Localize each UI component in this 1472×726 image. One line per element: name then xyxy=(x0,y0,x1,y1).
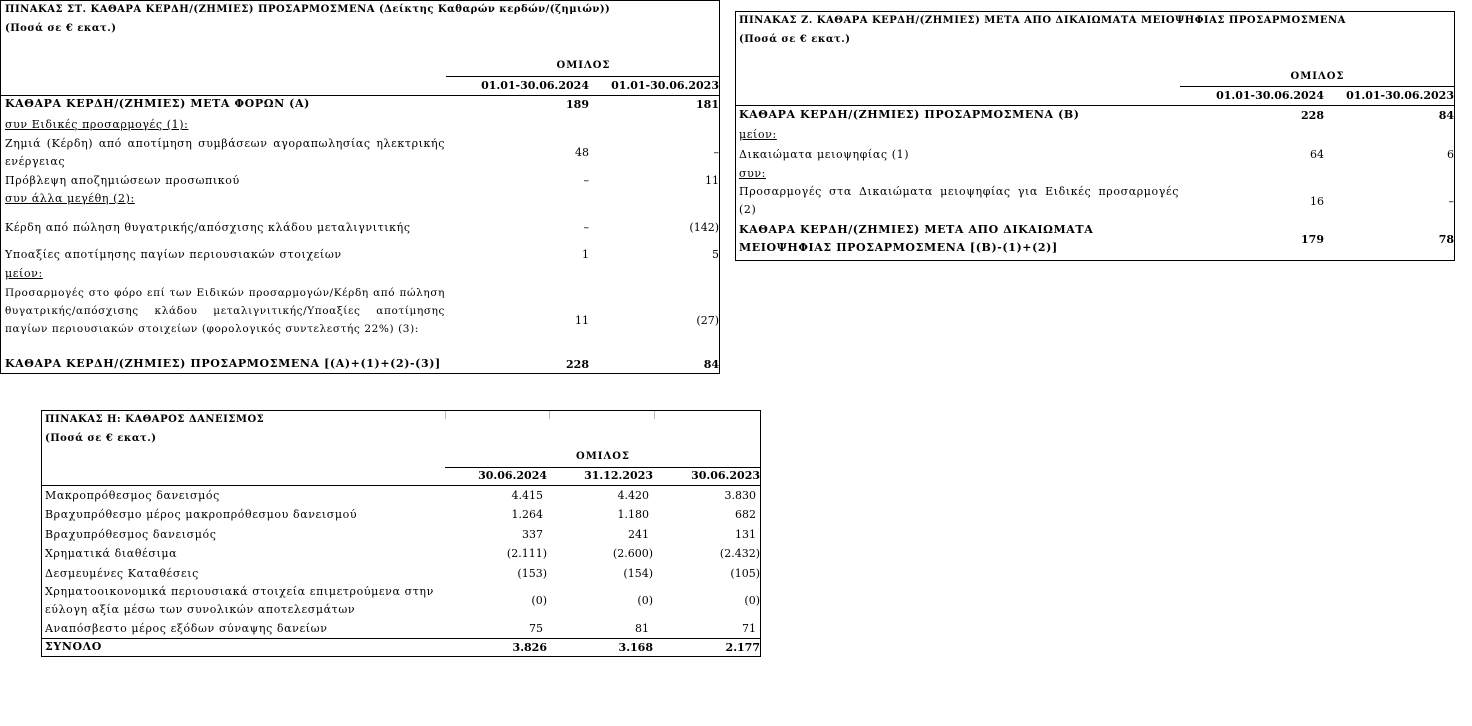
row-value: (27) xyxy=(696,314,719,327)
row-label: Ζημιά (Κέρδη) από αποτίμηση συμβάσεων αγοραπωλησίας ηλεκτρικής ενέργειας xyxy=(5,137,445,168)
row-value: 3.168 xyxy=(618,641,653,654)
row-value: 241 xyxy=(628,528,649,541)
row-label: Αναπόσβεστο μέρος εξόδων σύναψης δανείων xyxy=(45,622,328,635)
row-label: Μακροπρόθεσμος δανεισμός xyxy=(45,489,220,502)
row-value: (142) xyxy=(689,221,719,234)
column-header: 01.01-30.06.2023 xyxy=(1346,89,1454,102)
row-value: 3.830 xyxy=(724,489,756,502)
row-value: 75 xyxy=(529,622,543,635)
row-value: (154) xyxy=(623,567,653,580)
row-value: (2.600) xyxy=(612,547,653,560)
row-value: 179 xyxy=(1301,233,1324,246)
group-header: ΟΜΙΛΟΣ xyxy=(556,60,611,71)
row-value: 337 xyxy=(522,528,543,541)
row-value: – xyxy=(1448,195,1454,208)
row-value: 81 xyxy=(635,622,649,635)
header-rule xyxy=(42,485,761,486)
row-value: 131 xyxy=(735,528,756,541)
group-header: ΟΜΙΛΟΣ xyxy=(1290,71,1345,82)
header-rule xyxy=(446,76,720,77)
column-header: 30.06.2024 xyxy=(478,469,547,482)
row-value: 11 xyxy=(705,174,719,187)
row-label: Χρηματοοικονομικά περιουσιακά στοιχεία επιμετρούμενα στην εύλογη αξία μέσω των συνολικών αποτελεσμάτων xyxy=(45,585,434,616)
row-label: Δικαιώματα μειοψηφίας (1) xyxy=(739,148,910,161)
row-value: 3.826 xyxy=(512,641,547,654)
row-value: 228 xyxy=(1301,109,1324,122)
row-value: (105) xyxy=(730,567,760,580)
row-value: 11 xyxy=(575,314,589,327)
column-header: 01.01-30.06.2023 xyxy=(611,79,719,92)
row-label: μείον: xyxy=(5,267,43,280)
row-label: Βραχυπρόθεσμος δανεισμός xyxy=(45,528,217,541)
row-value: – xyxy=(583,174,589,187)
grid-line xyxy=(445,411,446,419)
row-value: (0) xyxy=(531,594,547,607)
column-header: 01.01-30.06.2024 xyxy=(1216,89,1324,102)
row-value: 1 xyxy=(582,248,589,261)
row-label: συν Ειδικές προσαρμογές (1): xyxy=(5,118,189,131)
row-value: (2.111) xyxy=(506,547,547,560)
row-label: Πρόβλεψη αποζημιώσεων προσωπικού xyxy=(5,174,240,187)
row-value: 84 xyxy=(703,358,719,371)
row-value: 2.177 xyxy=(725,641,760,654)
table-st xyxy=(0,0,720,374)
row-value: (153) xyxy=(517,567,547,580)
row-label: Χρηματικά διαθέσιμα xyxy=(45,547,178,560)
table-title: ΠΙΝΑΚΑΣ Η: ΚΑΘΑΡΟΣ ΔΑΝΕΙΣΜΟΣ xyxy=(45,414,265,425)
table-subtitle: (Ποσά σε € εκατ.) xyxy=(739,34,851,45)
row-value: 71 xyxy=(742,622,756,635)
row-label: Κέρδη από πώληση θυγατρικής/απόσχισης κλάδου μεταλιγνιτικής xyxy=(5,221,411,234)
row-value: (0) xyxy=(637,594,653,607)
row-value: 4.420 xyxy=(617,489,649,502)
row-value: 181 xyxy=(696,98,719,111)
column-header: 31.12.2023 xyxy=(584,469,653,482)
table-z xyxy=(735,11,1455,261)
row-label: ΚΑΘΑΡΑ ΚΕΡΔΗ/(ΖΗΜΙΕΣ) ΜΕΤΑ ΦΟΡΩΝ (Α) xyxy=(5,97,310,110)
row-value: 1.180 xyxy=(617,508,649,521)
row-value: 16 xyxy=(1310,195,1324,208)
row-label: Υποαξίες αποτίμησης παγίων περιουσιακών στοιχείων xyxy=(5,248,342,261)
group-header: ΟΜΙΛΟΣ xyxy=(576,451,630,462)
row-value: 78 xyxy=(1438,233,1454,246)
row-value: (2.432) xyxy=(719,547,760,560)
table-title: ΠΙΝΑΚΑΣ Ζ. ΚΑΘΑΡΑ ΚΕΡΔΗ/(ΖΗΜΙΕΣ) ΜΕΤΑ ΑΠΟ ΔΙΚΑΙΩΜΑΤΑ ΜΕΙΟΨΗΦΙΑΣ ΠΡΟΣΑΡΜΟΣΜΕΝΑ xyxy=(739,15,1346,26)
column-header: 30.06.2023 xyxy=(691,469,760,482)
row-value: 228 xyxy=(566,358,589,371)
row-label: Βραχυπρόθεσμο μέρος μακροπρόθεσμου δανεισμού xyxy=(45,508,358,521)
row-value: 682 xyxy=(735,508,756,521)
row-value: 189 xyxy=(566,98,589,111)
table-title: ΠΙΝΑΚΑΣ ΣΤ. ΚΑΘΑΡΑ ΚΕΡΔΗ/(ΖΗΜΙΕΣ) ΠΡΟΣΑΡΜΟΣΜΕΝΑ (Δείκτης Καθαρών κερδών/(ζημιών)) xyxy=(5,4,611,15)
column-header: 01.01-30.06.2024 xyxy=(481,79,589,92)
row-label: ΚΑΘΑΡΑ ΚΕΡΔΗ/(ΖΗΜΙΕΣ) ΜΕΤΑ ΑΠΟ ΔΙΚΑΙΩΜΑΤΑ ΜΕΙΟΨΗΦΙΑΣ ΠΡΟΣΑΡΜΟΣΜΕΝΑ [(Β)-(1)+(2)] xyxy=(739,223,1094,254)
row-value: – xyxy=(583,221,589,234)
row-value: – xyxy=(713,146,719,159)
row-label: συν: xyxy=(739,167,766,180)
row-value: (0) xyxy=(744,594,760,607)
table-subtitle: (Ποσά σε € εκατ.) xyxy=(5,23,117,34)
grid-line xyxy=(654,411,655,419)
row-label: ΚΑΘΑΡΑ ΚΕΡΔΗ/(ΖΗΜΙΕΣ) ΠΡΟΣΑΡΜΟΣΜΕΝΑ (Β) xyxy=(739,108,1080,121)
row-label: Προσαρμογές στο φόρο επί των Ειδικών προσαρμογών/Κέρδη από πώληση θυγατρικής/απόσχισης κλάδου μεταλιγνιτικής/Υποαξίες αποτίμησης παγίων περιουσιακών στοιχείων (φορολογικός συντελεστής 22%) (3): xyxy=(5,287,445,335)
row-label: Δεσμευμένες Καταθέσεις xyxy=(45,567,199,580)
row-label: ΣΥΝΟΛΟ xyxy=(45,640,102,653)
header-rule xyxy=(445,467,761,468)
row-label: μείον: xyxy=(739,128,777,141)
row-label: Προσαρμογές στα Δικαιώματα μειοψηφίας για Ειδικές προσαρμογές (2) xyxy=(739,185,1179,216)
row-label: ΚΑΘΑΡΑ ΚΕΡΔΗ/(ΖΗΜΙΕΣ) ΠΡΟΣΑΡΜΟΣΜΕΝΑ [(Α)+(1)+(2)-(3)] xyxy=(5,357,441,370)
table-subtitle: (Ποσά σε € εκατ.) xyxy=(45,433,157,444)
grid-line xyxy=(549,411,550,419)
row-value: 48 xyxy=(575,146,589,159)
row-value: 6 xyxy=(1447,148,1454,161)
table-h xyxy=(41,410,761,657)
row-label: συν άλλα μεγέθη (2): xyxy=(5,192,135,205)
row-value: 5 xyxy=(712,248,719,261)
row-value: 84 xyxy=(1438,109,1454,122)
row-value: 4.415 xyxy=(511,489,543,502)
row-value: 1.264 xyxy=(511,508,543,521)
header-rule xyxy=(1180,86,1455,87)
row-value: 64 xyxy=(1310,148,1324,161)
